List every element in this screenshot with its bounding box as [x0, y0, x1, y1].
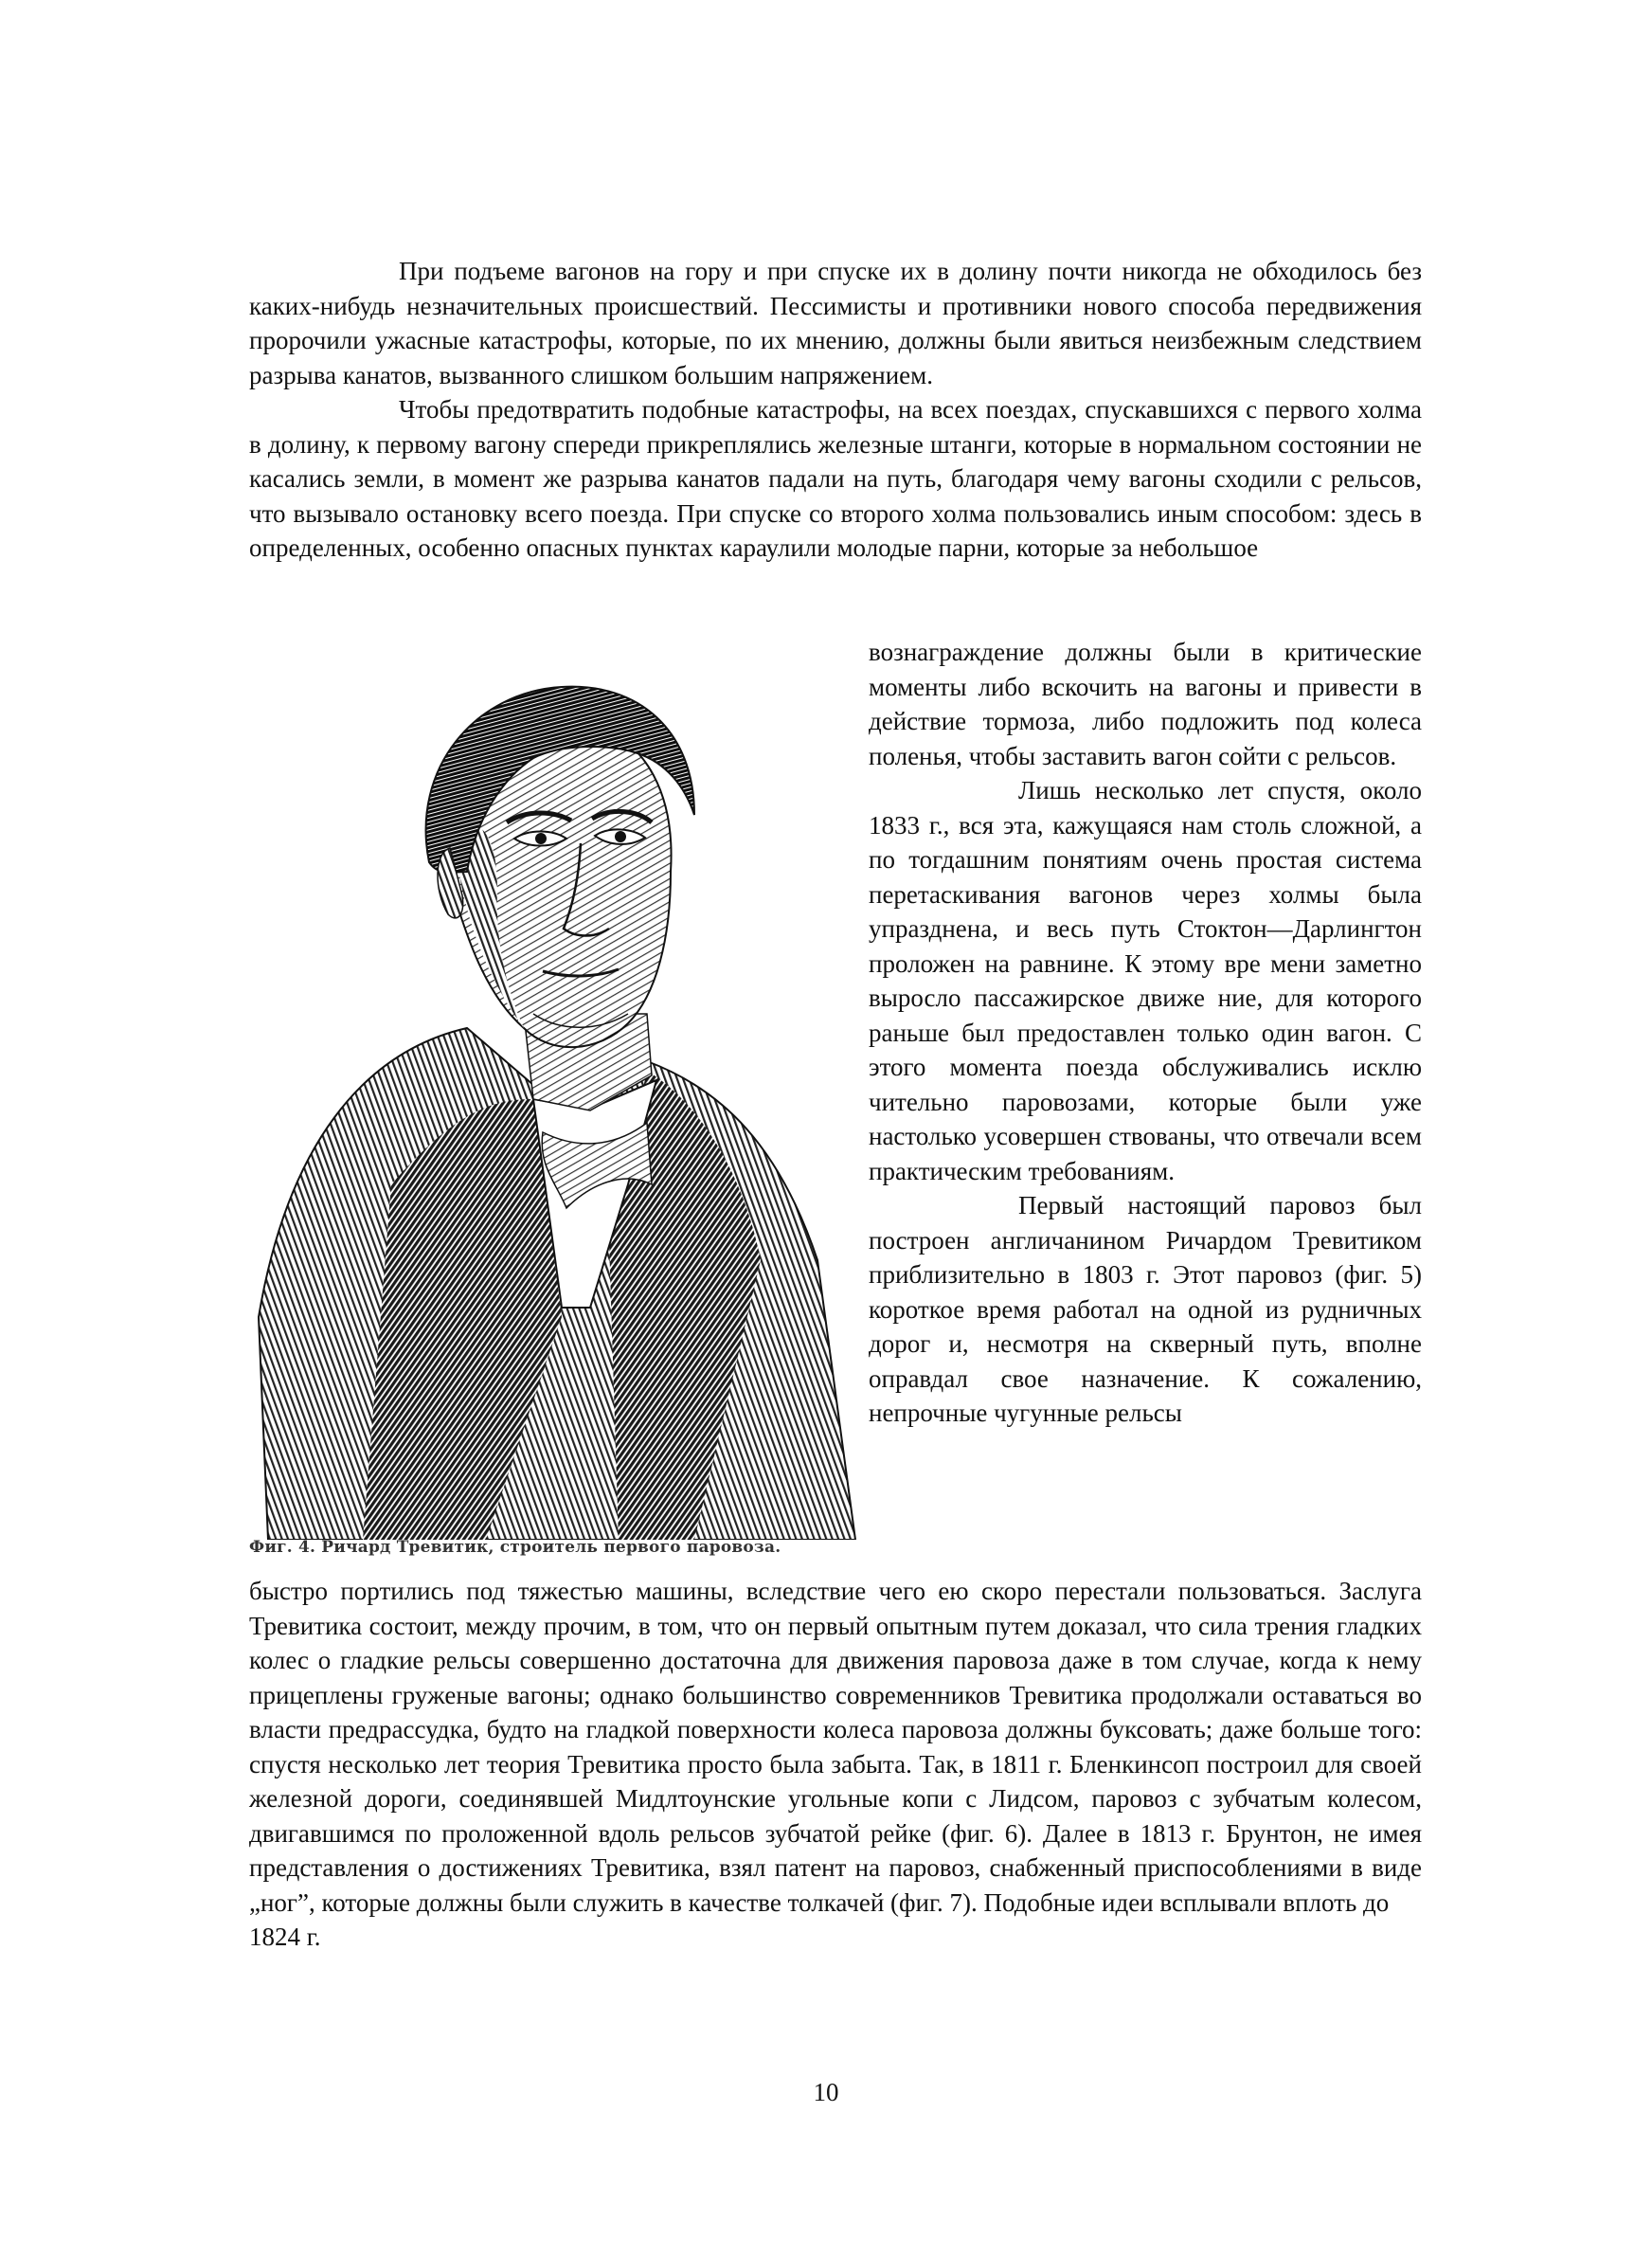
page-number: 10	[813, 2078, 839, 2106]
bottom-text-block	[249, 1574, 1422, 1955]
portrait-engraving	[249, 654, 863, 1540]
paragraph-4-last-line: 1824 г.	[249, 1923, 321, 1951]
top-text-block	[249, 254, 1422, 566]
paragraph-3: Лишь несколько лет спустя, около 1833 г., вся эта, кажущаяся нам столь сложной, а по тогдашним понятиям очень простая система перетаскивания вагонов через холмы была упразднена, и весь путь Стоктон—Дарлингтон проложен на равнине. К этому вре мени заметно выросло пассажирское движе ние, для которого раньше был предоставлен только один вагон. С этого момента поезда обслуживались исклю чительно паровозами, которые были уже настолько усовершен ствованы, что отвечали всем практическим требованиям.	[869, 776, 1422, 1185]
paragraph-1: При подъеме вагонов на гору и при спуске их в долину почти никогда не обходилось без каких-нибудь незначительных происшествий. Пессимисты и противники нового способа передвижения пророчили ужасные катастрофы, которые, по их мнению, должны были явиться неизбежным следствием разрыва канатов, вызванного слишком большим напряжением.	[249, 257, 1422, 389]
figure-4	[249, 654, 863, 1569]
paragraph-4-continued: быстро портились под тяжестью машины, вследствие чего ею скоро перестали пользоваться. Заслуга Тревитика состоит, между прочим, в том, что он первый опытным путем доказал, что сила трения гладких колес о гладкие рельсы совершенно достаточна для движения паровоза даже в том случае, когда к нему прицеплены груженые вагоны; однако большинство современников Тревитика продолжали оставаться во власти предрассудка, будто на гладкой поверхности колеса паровоза должны буксовать; даже больше того: спустя несколько лет теория Тревитика просто была забыта. Так, в 1811 г. Бленкинсоп построил для своей железной дороги, соединявшей Мидлтоунские угольные копи с Лидсом, паровоз с зубчатым колесом, двигавшимся по проложенной вдоль рельсов зубчатой рейке (фиг. 6). Далее в 1813 г. Брунтон, не имея представления о достижениях Тревитика, взял патент на паровоз, снабженный приспособлениями в виде „ног”, которые должны были служить в качестве толкачей (фиг. 7). Подобные идеи всплывали вплоть до	[249, 1577, 1422, 1917]
right-text-column	[869, 635, 1422, 1431]
paragraph-2-continued: вознаграждение должны были в критические моменты либо вскочить на вагоны и привести в действие тормоза, либо подложить под колеса поленья, чтобы заставить вагон сойти с рельсов.	[869, 638, 1422, 770]
paragraph-4: Первый настоящий паровоз был построен англичанином Ричардом Тревитиком приблизительно в 1803 г. Этот паровоз (фиг. 5) короткое время работал на одной из рудничных дорог и, несмотря на скверный путь, вполне оправдал свое назначение. К сожалению, непрочные чугунные рельсы	[869, 1191, 1422, 1427]
paragraph-2: Чтобы предотвратить подобные катастрофы, на всех поездах, спускавшихся с первого холма в долину, к первому вагону спереди прикреплялись железные штанги, которые в нормальном состоянии не касались земли, в момент же разрыва канатов падали на путь, благодаря чему вагоны сходили с рельсов, что вызывало остановку всего поезда. При спуске со второго холма пользовались иным способом: здесь в определенных, особенно опасных пунктах караулили молодые парни, которые за небольшое	[249, 395, 1422, 562]
figure-caption: Фиг. 4. Ричард Тревитик, строитель первого паровоза.	[249, 1538, 781, 1556]
